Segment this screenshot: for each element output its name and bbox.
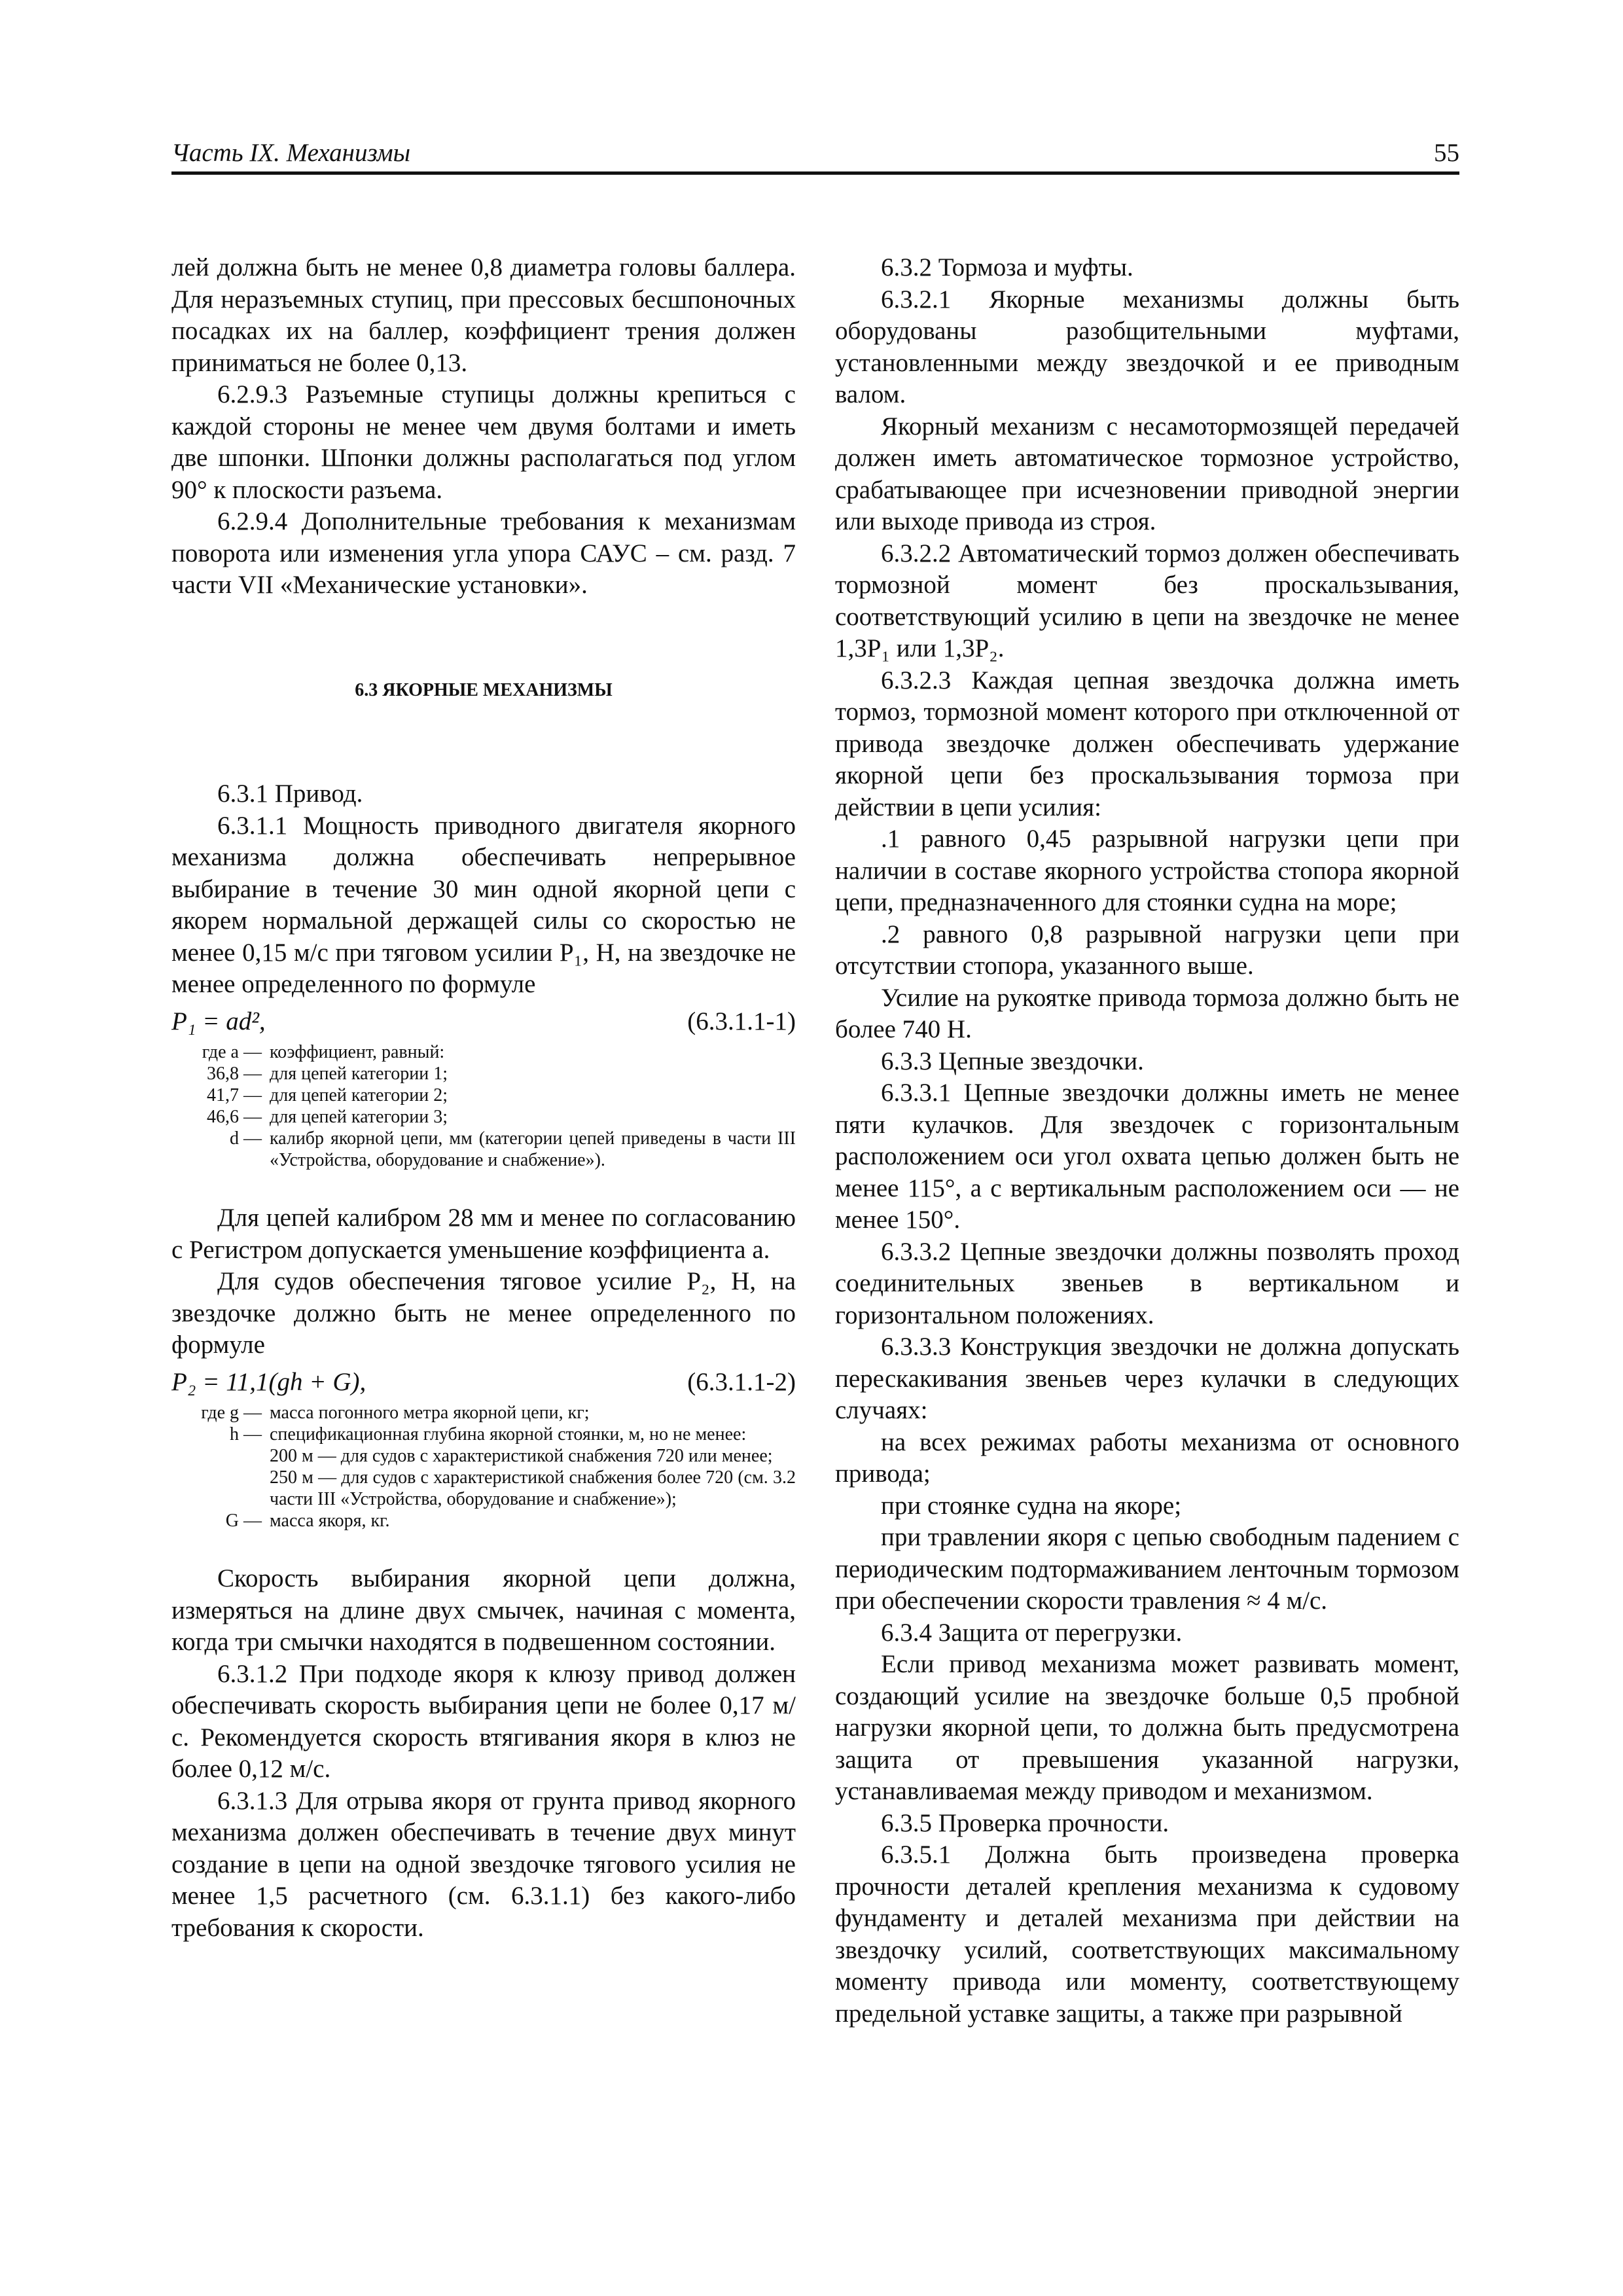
- legend-key: h —: [230, 1424, 262, 1444]
- list-item: .2 равного 0,8 разрывной нагрузки цепи при отсутствии стопора, указанного выше.: [835, 920, 1459, 980]
- page-number: 55: [1434, 139, 1459, 167]
- paragraph: 6.3.3.2 Цепные звездочки должны позволять проход соединительных звеньев в вертикальном и горизонтальном положениях.: [835, 1237, 1459, 1329]
- running-title: Часть IX. Механизмы: [171, 139, 411, 167]
- formula-legend: [171, 1041, 796, 1171]
- legend-key: где g —: [201, 1403, 262, 1423]
- paragraph: 6.3.2.2 Автоматический тормоз должен обеспечивать тормозной момент без проскальзывания, соответствующий усилию в цепи на звездочке не менее 1,3P₁ или 1,3P₂.: [835, 539, 1459, 662]
- left-column: [171, 252, 796, 1944]
- subsection-heading: 6.3.1 Привод.: [217, 780, 363, 808]
- formula-expression: P₂ = 11,1(gh + G),: [171, 1367, 366, 1396]
- legend-key: где a —: [202, 1042, 262, 1062]
- formula-number: (6.3.1.1-1): [687, 1007, 796, 1035]
- formula: [171, 1006, 796, 1038]
- legend-value: спецификационная глубина якорной стоянки, м, но не менее:: [270, 1424, 747, 1444]
- formula-expression: P₁ = ad²,: [171, 1007, 266, 1035]
- legend-value: коэффициент, равный:: [270, 1042, 445, 1062]
- list-item: .1 равного 0,45 разрывной нагрузки цепи при наличии в составе якорного устройства стопора якорной цепи, предназначенного для стоянки судна на море;: [835, 825, 1459, 916]
- legend-value: масса погонного метра якорной цепи, кг;: [270, 1403, 590, 1423]
- legend-key: G —: [225, 1511, 262, 1531]
- legend-value: 200 м — для судов с характеристикой снабжения 720 или менее;: [270, 1446, 773, 1466]
- subsection-heading: 6.3.2 Тормоза и муфты.: [881, 253, 1133, 281]
- paragraph: 6.2.9.4 Дополнительные требования к механизмам поворота или изменения угла упора САУС – см. разд. 7 части VII «Механические установки».: [171, 507, 796, 599]
- legend-key: 46,6 —: [207, 1107, 262, 1127]
- paragraph: Скорость выбирания якорной цепи должна, измеряться на длине двух смычек, начиная с момента, когда три смычки находятся в подвешенном состоянии.: [171, 1564, 796, 1656]
- legend-key: 41,7 —: [207, 1085, 262, 1105]
- legend-value: для цепей категории 3;: [270, 1107, 448, 1127]
- paragraph: 6.3.1.3 Для отрыва якоря от грунта привод якорного механизма должен обеспечивать в течение двух минут создание в цепи на одной звездочке тягового усилия не менее 1,5 расчетного (см. 6.3.1.1) без какого-либо требования к скорости.: [171, 1786, 796, 1942]
- section-heading: 6.3 ЯКОРНЫЕ МЕХАНИЗМЫ: [355, 679, 613, 700]
- paragraph: Усилие на рукоятке привода тормоза должно быть не более 740 Н.: [835, 983, 1459, 1043]
- paragraph: 6.3.2.3 Каждая цепная звездочка должна иметь тормоз, тормозной момент которого при отключенной от привода звездочке должен обеспечивать удержание якорной цепи без проскальзывания тормоза при действии в цепи усилия:: [835, 666, 1459, 821]
- formula-number: (6.3.1.1-2): [687, 1367, 796, 1396]
- paragraph: лей должна быть не менее 0,8 диаметра головы баллера. Для неразъемных ступиц, при прессовых бесшпоночных посадках их на баллер, коэффициент трения должен приниматься не более 0,13.: [171, 253, 796, 377]
- formula: [171, 1367, 796, 1399]
- paragraph: 6.3.2.1 Якорные механизмы должны быть оборудованы разобщительными муфтами, установленными между звездочкой и ее приводным валом.: [835, 285, 1459, 408]
- right-column: [835, 252, 1459, 2030]
- formula-legend: [171, 1402, 796, 1532]
- legend-value: 250 м — для судов с характеристикой снабжения более 720 (см. 3.2 части III «Устройства, оборудование и снабжение»);: [270, 1467, 796, 1509]
- legend-value: калибр якорной цепи, мм (категории цепей приведены в части III «Устройства, оборудование и снабжение»).: [270, 1128, 796, 1170]
- paragraph: 6.3.1.1 Мощность приводного двигателя якорного механизма должна обеспечивать непрерывное выбирание в течение 30 мин одной якорной цепи с якорем нормальной держащей силы со скоростью не менее 0,15 м/с при тяговом усилии P₁, Н, на звездочке не менее определенного по формуле: [171, 811, 796, 998]
- paragraph: 6.3.5.1 Должна быть произведена проверка прочности деталей крепления механизма к судовому фундаменту и деталей механизма при действии на звездочку усилий, соответствующих максимальному моменту привода или моменту, соответствующему предельной уставке защиты, а также при разрывной: [835, 1840, 1459, 2028]
- list-item: при стоянке судна на якоре;: [881, 1491, 1182, 1520]
- legend-value: для цепей категории 1;: [270, 1064, 448, 1084]
- legend-value: для цепей категории 2;: [270, 1085, 448, 1105]
- page-header: [171, 134, 1459, 175]
- subsection-heading: 6.3.4 Защита от перегрузки.: [881, 1618, 1183, 1647]
- paragraph: 6.3.3.3 Конструкция звездочки не должна допускать перескакивания звеньев через кулачки в следующих случаях:: [835, 1333, 1459, 1424]
- paragraph: Для судов обеспечения тяговое усилие P₂, Н, на звездочке должно быть не менее определенного по формуле: [171, 1267, 796, 1359]
- paragraph: 6.3.1.2 При подходе якоря к клюзу привод должен обеспечивать скорость выбирания цепи не более 0,17 м/с. Рекомендуется скорость втягивания якоря в клюз не более 0,12 м/с.: [171, 1659, 796, 1783]
- paragraph: Для цепей калибром 28 мм и менее по согласованию с Регистром допускается уменьшение коэффициента a.: [171, 1204, 796, 1264]
- paragraph: Якорный механизм с несамотормозящей передачей должен иметь автоматическое тормозное устройство, срабатывающее при исчезновении приводной энергии или выходе привода из строя.: [835, 412, 1459, 535]
- subsection-heading: 6.3.3 Цепные звездочки.: [881, 1047, 1144, 1075]
- legend-value: масса якоря, кг.: [270, 1511, 390, 1531]
- list-item: на всех режимах работы механизма от основного привода;: [835, 1427, 1459, 1488]
- subsection-heading: 6.3.5 Проверка прочности.: [881, 1808, 1169, 1837]
- paragraph: Если привод механизма может развивать момент, создающий усилие на звездочке больше 0,5 пробной нагрузки якорной цепи, то должна быть предусмотрена защита от превышения указанной нагрузки, устанавливаемая между приводом и механизмом.: [835, 1650, 1459, 1805]
- legend-key: 36,8 —: [207, 1064, 262, 1084]
- legend-key: d —: [230, 1128, 262, 1149]
- paragraph: 6.3.3.1 Цепные звездочки должны иметь не менее пяти кулачков. Для звездочек с горизонтальным расположением оси угол охвата цепью должен быть не менее 115°, а с вертикальным расположением оси — не менее 150°.: [835, 1079, 1459, 1234]
- paragraph: 6.2.9.3 Разъемные ступицы должны крепиться с каждой стороны не менее чем двумя болтами и иметь две шпонки. Шпонки должны располагаться под углом 90° к плоскости разъема.: [171, 380, 796, 504]
- list-item: при травлении якоря с цепью свободным падением с периодическим подтормаживанием ленточным тормозом при обеспечении скорости травления ≈ 4 м/с.: [835, 1523, 1459, 1615]
